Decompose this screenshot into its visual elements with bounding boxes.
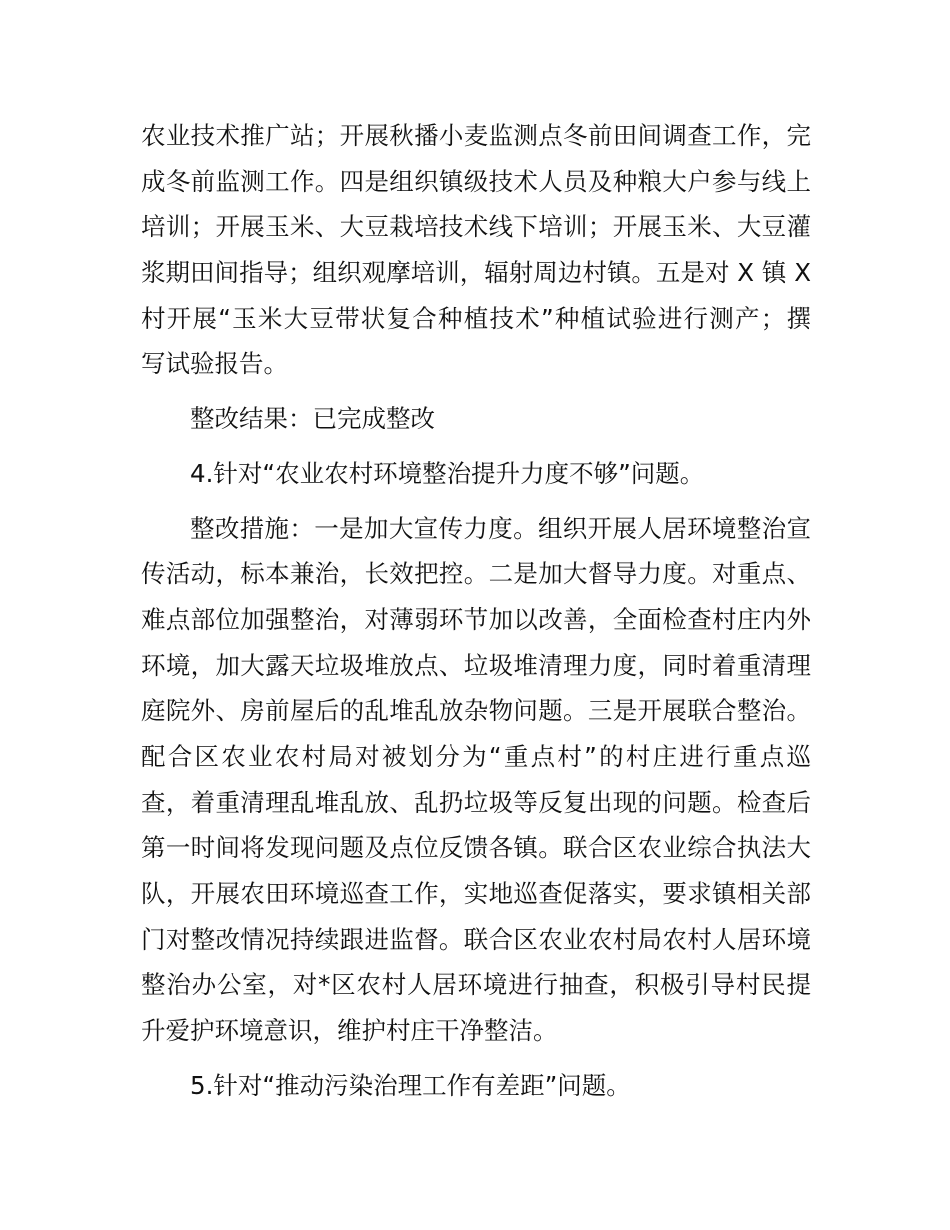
text-line: 村开展“玉米大豆带状复合种植技术”种植试验进行测产；撰 [141, 303, 811, 333]
text-line: 写试验报告。 [141, 349, 288, 379]
text-line: 培训；开展玉米、大豆栽培技术线下培训；开展玉米、大豆灌 [141, 212, 811, 242]
text-line: 4.针对“农业农村环境整治提升力度不够”问题。 [190, 458, 705, 488]
text-line: 环境，加大露天垃圾堆放点、垃圾堆清理力度，同时着重清理 [141, 650, 811, 680]
heading-issue-4 [141, 451, 811, 497]
text-line: 传活动，标本兼治，长效把控。二是加大督导力度。对重点、 [141, 559, 811, 589]
text-line: 庭院外、房前屋后的乱堆乱放杂物问题。三是开展联合整治。 [141, 696, 811, 726]
para-measures-4 [141, 506, 811, 1054]
paragraph-spacer [141, 442, 811, 451]
text-line: 整改结果：已完成整改 [190, 404, 435, 434]
text-line: 门对整改情况持续跟进监督。联合区农业农村局农村人居环境 [141, 924, 811, 954]
text-line: 浆期田间指导；组织观摩培训，辐射周边村镇。五是对 X 镇 X [141, 258, 811, 288]
heading-issue-5 [141, 1063, 811, 1109]
para-result-3 [141, 396, 811, 442]
text-line: 成冬前监测工作。四是组织镇级技术人员及种粮大户参与线上 [141, 166, 811, 196]
text-line: 队，开展农田环境巡查工作，实地巡查促落实，要求镇相关部 [141, 879, 811, 908]
text-line: 第一时间将发现问题及点位反馈各镇。联合区农业综合执法大 [141, 833, 811, 863]
paragraph-spacer [141, 387, 811, 396]
document-body [141, 113, 811, 1108]
paragraph-spacer [141, 497, 811, 506]
text-line: 5.针对“推动污染治理工作有差距”问题。 [190, 1070, 631, 1100]
text-line: 升爱护环境意识，维护村庄干净整洁。 [141, 1016, 558, 1046]
paragraph-spacer [141, 1054, 811, 1063]
para-measures-continued [141, 113, 811, 387]
text-line: 配合区农业农村局对被划分为“重点村”的村庄进行重点巡 [141, 741, 811, 771]
text-line: 整治办公室，对*区农村人居环境进行抽查，积极引导村民提 [141, 970, 811, 1000]
text-line: 查，着重清理乱堆乱放、乱扔垃圾等反复出现的问题。检查后 [141, 787, 811, 817]
text-line: 农业技术推广站；开展秋播小麦监测点冬前田间调查工作，完 [141, 121, 811, 150]
text-line: 难点部位加强整治，对薄弱环节加以改善，全面检查村庄内外 [141, 604, 811, 634]
text-line: 整改措施：一是加大宣传力度。组织开展人居环境整治宣 [190, 513, 811, 543]
